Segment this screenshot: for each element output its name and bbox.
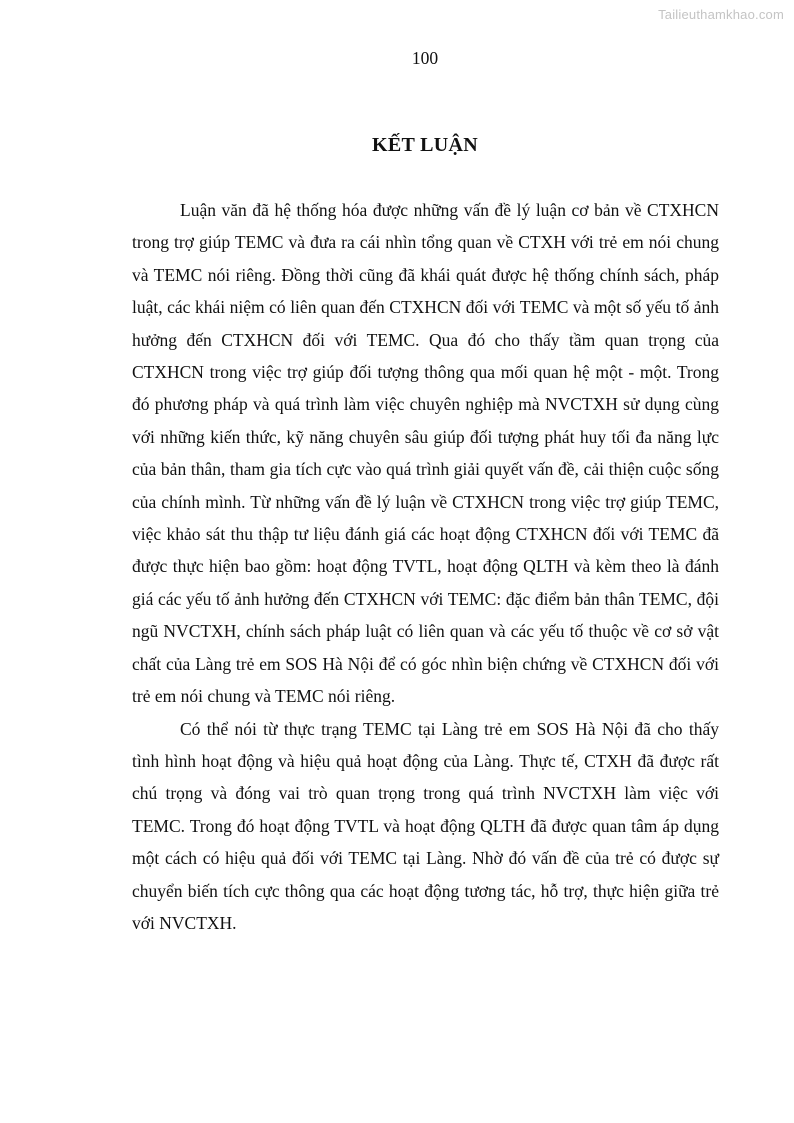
document-body <box>132 194 719 939</box>
chapter-title: KẾT LUẬN <box>372 134 478 156</box>
page-number: 100 <box>411 48 439 68</box>
paragraph-1: Luận văn đã hệ thống hóa được những vấn đề lý luận cơ bản về CTXHCN trong trợ giúp TEMC và đưa ra cái nhìn tổng quan về CTXH với trẻ em nói chung và TEMC nói riêng. Đồng thời cũng đã khái quát được hệ thống chính sách, pháp luật, các khái niệm có liên quan đến CTXHCN đối với TEMC và một số yếu tố ảnh hưởng đến CTXHCN đối với TEMC. Qua đó cho thấy tầm quan trọng của CTXHCN trong việc trợ giúp đối tượng thông qua mối quan hệ một - một. Trong đó phương pháp và quá trình làm việc chuyên nghiệp mà NVCTXH sử dụng cùng với những kiến thức, kỹ năng chuyên sâu giúp đối tượng phát huy tối đa năng lực của bản thân, tham gia tích cực vào quá trình giải quyết vấn đề, cải thiện cuộc sống của chính mình. Từ những vấn đề lý luận về CTXHCN trong việc trợ giúp TEMC, việc khảo sát thu thập tư liệu đánh giá các hoạt động CTXHCN đối với TEMC đã được thực hiện bao gồm: hoạt động TVTL, hoạt động QLTH và kèm theo là đánh giá các yếu tố ảnh hưởng đến CTXHCN với TEMC: đặc điểm bản thân TEMC, đội ngũ NVCTXH, chính sách pháp luật có liên quan và các yếu tố thuộc về cơ sở vật chất của Làng trẻ em SOS Hà Nội để có góc nhìn biện chứng về CTXHCN đối với trẻ em nói chung và TEMC nói riêng. <box>132 200 719 707</box>
watermark: Tailieuthamkhao.com <box>658 7 784 22</box>
paragraph-2: Có thể nói từ thực trạng TEMC tại Làng trẻ em SOS Hà Nội đã cho thấy tình hình hoạt động và hiệu quả hoạt động của Làng. Thực tế, CTXH đã được rất chú trọng và đóng vai trò quan trọng trong quá trình NVCTXH làm việc với TEMC. Trong đó hoạt động TVTL và hoạt động QLTH đã được quan tâm áp dụng một cách có hiệu quả đối với TEMC tại Làng. Nhờ đó vấn đề của trẻ có được sự chuyển biến tích cực thông qua các hoạt động tương tác, hỗ trợ, thực hiện giữa trẻ với NVCTXH. <box>132 718 719 933</box>
